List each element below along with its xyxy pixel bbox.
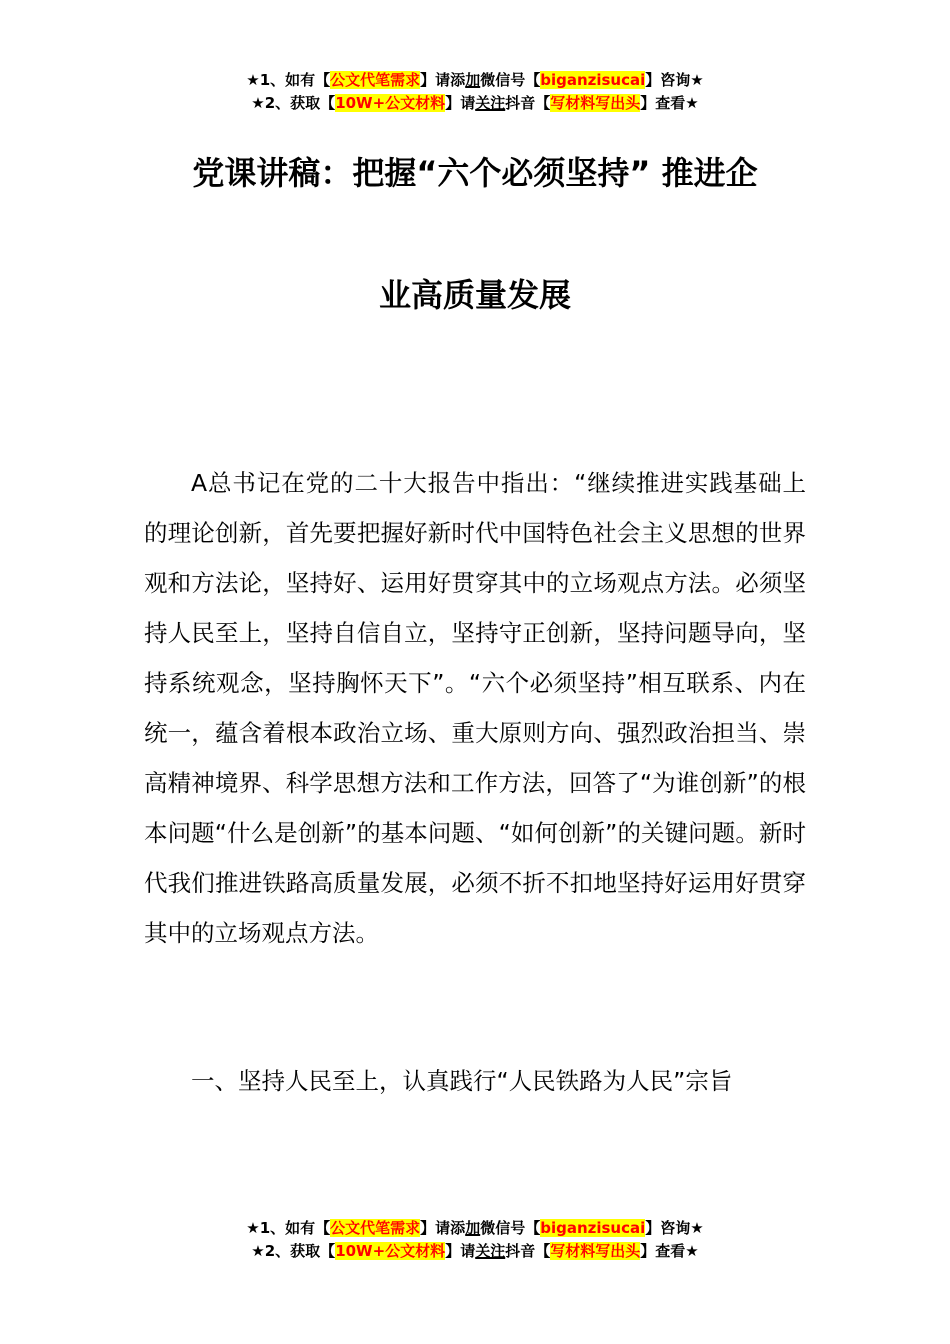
banner-text: 】咨询★ xyxy=(645,1219,704,1237)
footer-banner xyxy=(0,1217,950,1263)
section-heading: 一、坚持人民至上，认真践行“人民铁路为人民”宗旨 xyxy=(191,1067,733,1095)
banner-text: 抖音【 xyxy=(505,1242,551,1260)
banner-text: 】咨询★ xyxy=(645,71,704,89)
banner-text: 】请 xyxy=(445,1242,476,1260)
banner-line-1 xyxy=(0,1217,950,1240)
banner-text: 】请 xyxy=(445,94,476,112)
banner-underlined-text: 加 xyxy=(465,71,481,89)
banner-highlight-materials: 10W+公文材料 xyxy=(335,94,446,112)
body-paragraph: A总书记在党的二十大报告中指出：“继续推进实践基础上的理论创新，首先要把握好新时代中国特色社会主义思想的世界观和方法论，坚持好、运用好贯穿其中的立场观点方法。必须坚持人民至上，坚持自信自立，坚持守正创新，坚持问题导向，坚持系统观念，坚持胸怀天下”。“六个必须坚持”相互联系、内在统一，蕴含着根本政治立场、重大原则方向、强烈政治担当、崇高精神境界、科学思想方法和工作方法，回答了“为谁创新”的根本问题“什么是创新”的基本问题、“如何创新”的关键问题。新时代我们推进铁路高质量发展，必须不折不扣地坚持好运用好贯穿其中的立场观点方法。 xyxy=(144,469,806,947)
banner-highlight-wechat-id: biganzisucai xyxy=(540,1219,646,1237)
banner-text: 】请添 xyxy=(420,1219,466,1237)
banner-highlight-service: 公文代笔需求 xyxy=(330,71,421,89)
banner-line-1 xyxy=(0,69,950,92)
banner-underlined-text: 关注 xyxy=(475,94,506,112)
banner-text: 微信号【 xyxy=(480,71,541,89)
banner-highlight-wechat-id: biganzisucai xyxy=(540,71,646,89)
banner-text: 微信号【 xyxy=(480,1219,541,1237)
banner-line-2 xyxy=(0,1240,950,1263)
banner-highlight-douyin-id: 写材料写出头 xyxy=(550,1242,641,1260)
banner-text: ★2、获取【 xyxy=(251,94,336,112)
document-title-line-2: 业高质量发展 xyxy=(378,276,571,314)
banner-highlight-douyin-id: 写材料写出头 xyxy=(550,94,641,112)
banner-text: 】请添 xyxy=(420,71,466,89)
header-banner xyxy=(0,69,950,115)
banner-line-2 xyxy=(0,92,950,115)
banner-highlight-materials: 10W+公文材料 xyxy=(335,1242,446,1260)
banner-text: 】查看★ xyxy=(640,94,699,112)
banner-text: ★1、如有【 xyxy=(246,71,331,89)
banner-text: ★1、如有【 xyxy=(246,1219,331,1237)
banner-text: 】查看★ xyxy=(640,1242,699,1260)
banner-text: 抖音【 xyxy=(505,94,551,112)
banner-underlined-text: 关注 xyxy=(475,1242,506,1260)
banner-text: ★2、获取【 xyxy=(251,1242,336,1260)
document-title-line-1: 党课讲稿：把握“六个必须坚持” 推进企 xyxy=(192,154,758,192)
banner-highlight-service: 公文代笔需求 xyxy=(330,1219,421,1237)
banner-underlined-text: 加 xyxy=(465,1219,481,1237)
